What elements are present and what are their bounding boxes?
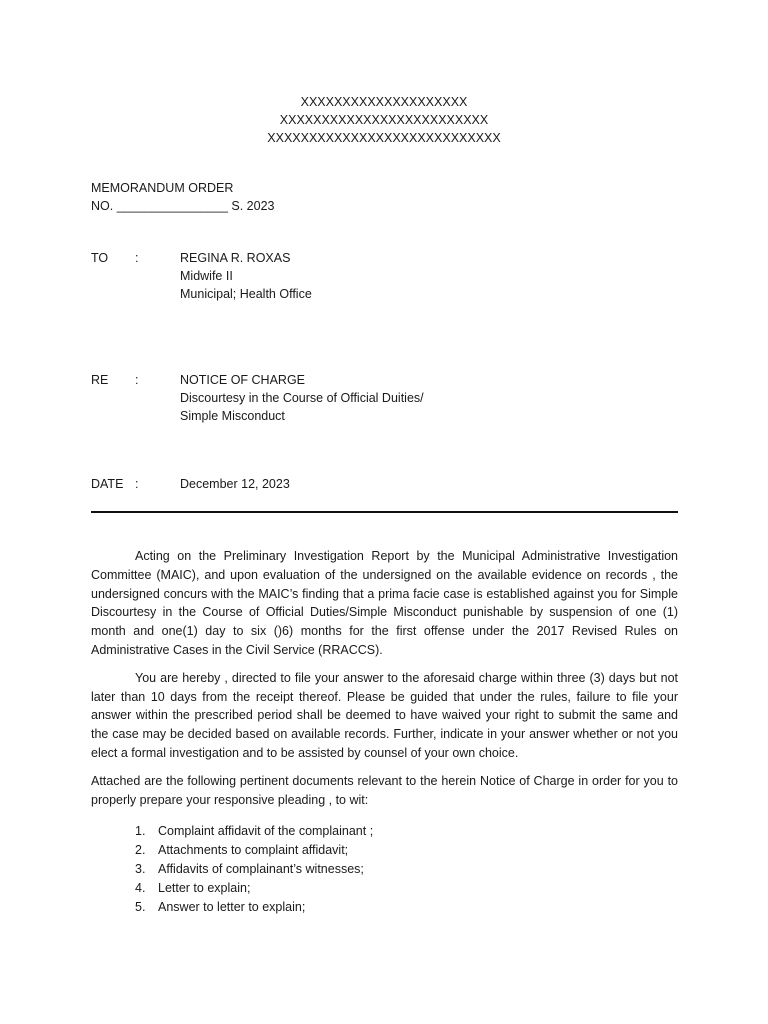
list-item-number: 3. — [135, 862, 146, 876]
subject-title: NOTICE OF CHARGE — [180, 373, 306, 387]
memo-number: NO. ________________ S. 2023 — [91, 199, 275, 213]
subject-line-2: Discourtesy in the Course of Official Duities/ — [180, 391, 424, 405]
to-colon: : — [135, 251, 139, 265]
subject-line-3: Simple Misconduct — [180, 409, 285, 423]
list-item — [135, 841, 373, 860]
divider-line — [91, 511, 678, 513]
list-item-text: Letter to explain; — [158, 881, 251, 895]
re-label: RE — [91, 373, 109, 387]
list-item — [135, 860, 373, 879]
memo-title: MEMORANDUM ORDER — [91, 181, 234, 195]
memo-body — [91, 547, 678, 818]
list-item-number: 1. — [135, 824, 146, 838]
to-value — [180, 249, 312, 303]
re-colon: : — [135, 373, 139, 387]
date-value: December 12, 2023 — [180, 477, 290, 491]
list-item — [135, 898, 373, 917]
list-item-text: Affidavits of complainant’s witnesses; — [158, 862, 364, 876]
list-item-number: 4. — [135, 881, 146, 895]
body-paragraph-2: You are hereby , directed to file your answer to the aforesaid charge within three (3) days but not later than 10 days from the receipt thereof. Please be guided that under the rules, failure to file your answer within the prescribed period shall be deemed to have waived your right to submit the same and the case may be decided based on available records. Further, indicate in your answer whether or not you elect a formal investigation and to be assisted by counsel of your own choice. — [91, 670, 678, 760]
list-item — [135, 822, 373, 841]
to-label: TO — [91, 251, 109, 265]
body-paragraph-3: Attached are the following pertinent documents relevant to the herein Notice of Charge in order for you to properly prepare your responsive pleading , to wit: — [91, 773, 678, 807]
recipient-name: REGINA R. ROXAS — [180, 251, 291, 265]
letterhead-line-3: XXXXXXXXXXXXXXXXXXXXXXXXXXXX — [267, 131, 501, 145]
body-paragraph-1: Acting on the Preliminary Investigation Report by the Municipal Administrative Investigation Committee (MAIC), and upon evaluation of the undersigned on the available evidence on records , the undersigned concurs with the MAIC’s finding that a prima facie case is established against you for Simple Discourtesy in the Course of Official Duties/Simple Misconduct punishable by suspension of one (1) month and one(1) day to six ()6) months for the first offense under the 2017 Revised Rules on Administrative Cases in the Civil Service (RRACCS). — [91, 549, 678, 657]
letterhead — [0, 93, 768, 147]
list-item-text: Attachments to complaint affidavit; — [158, 843, 349, 857]
list-item-number: 2. — [135, 843, 146, 857]
list-item-text: Answer to letter to explain; — [158, 900, 306, 914]
list-item-number: 5. — [135, 900, 146, 914]
recipient-office: Municipal; Health Office — [180, 287, 312, 301]
memo-heading — [91, 179, 275, 215]
date-label: DATE — [91, 477, 124, 491]
re-value — [180, 371, 424, 425]
list-item — [135, 879, 373, 898]
list-item-text: Complaint affidavit of the complainant ; — [158, 824, 374, 838]
documents-list — [135, 822, 373, 917]
recipient-position: Midwife II — [180, 269, 233, 283]
letterhead-line-2: XXXXXXXXXXXXXXXXXXXXXXXXX — [279, 113, 489, 127]
date-colon: : — [135, 477, 139, 491]
letterhead-line-1: XXXXXXXXXXXXXXXXXXXX — [300, 95, 468, 109]
